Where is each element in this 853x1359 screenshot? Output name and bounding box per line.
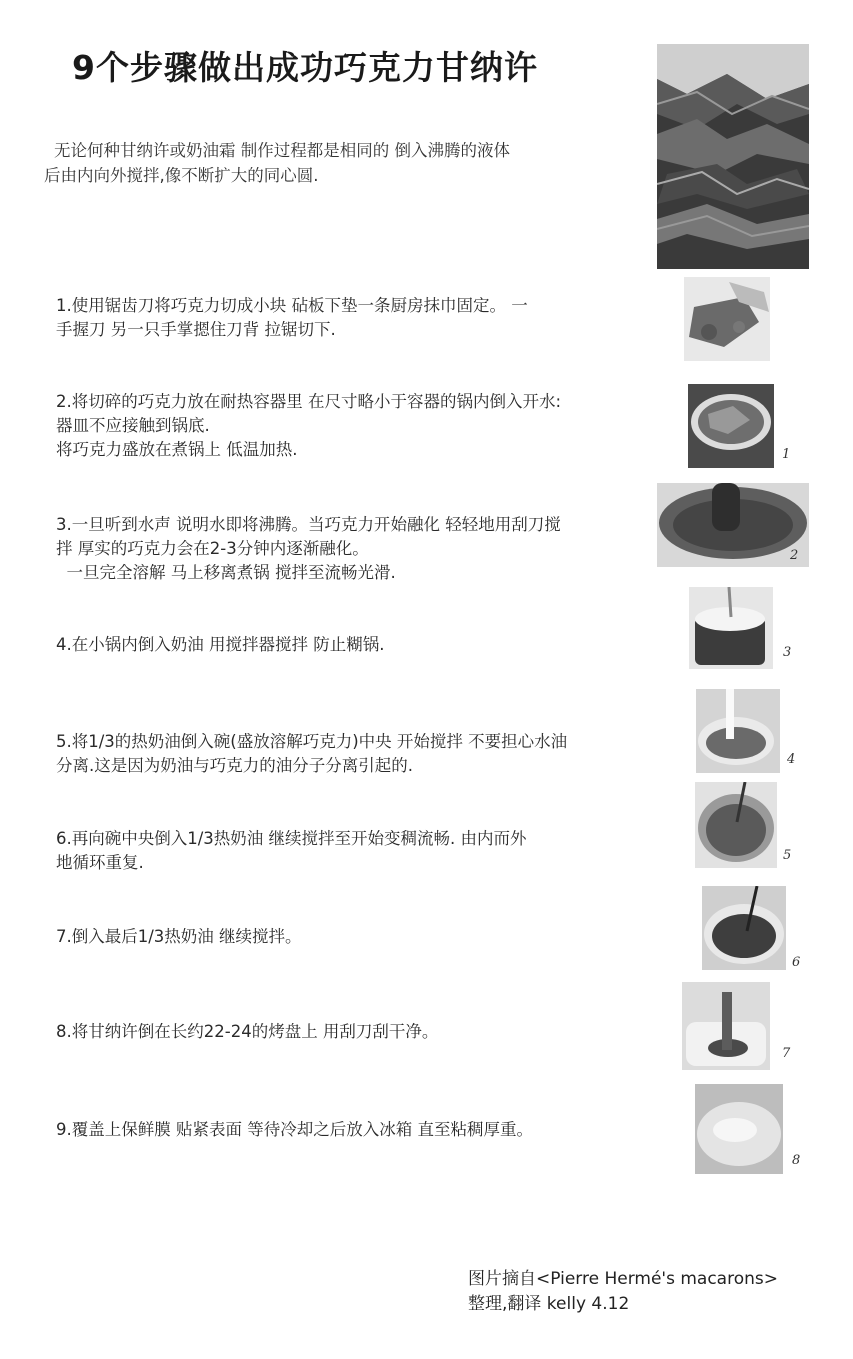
step-5-photo (696, 689, 780, 773)
step-line: 1.使用锯齿刀将巧克力切成小块 砧板下垫一条厨房抹巾固定。 一 (56, 296, 528, 315)
step-1 (56, 294, 656, 342)
step-2-photo (688, 384, 774, 468)
step-line: 8.将甘纳许倒在长约22-24的烤盘上 用刮刀刮干净。 (56, 1022, 439, 1041)
step-line: 拌 厚实的巧克力会在2-3分钟内逐渐融化。 (56, 539, 369, 558)
step-4-photo (689, 587, 773, 669)
step-line: 2.将切碎的巧克力放在耐热容器里 在尺寸略小于容器的锅内倒入开水: (56, 392, 562, 411)
step-line: 分离.这是因为奶油与巧克力的油分子分离引起的. (56, 756, 413, 775)
step-8 (56, 1020, 656, 1044)
intro-line: 无论何种甘纳许或奶油霜 制作过程都是相同的 倒入沸腾的液体 (54, 141, 510, 160)
step-line: 6.再向碗中央倒入1/3热奶油 继续搅拌至开始变稠流畅. 由内而外 (56, 829, 527, 848)
step-2 (56, 390, 656, 462)
step-8-photo (682, 982, 770, 1070)
step-line: 4.在小锅内倒入奶油 用搅拌器搅拌 防止糊锅. (56, 635, 385, 654)
step-7-photo (702, 886, 786, 970)
credit (468, 1267, 778, 1317)
step-9-photo (695, 1084, 783, 1174)
chocolate-shards-photo (657, 44, 809, 269)
step-line: 一旦完全溶解 马上移离煮锅 搅拌至流畅光滑. (56, 563, 396, 582)
intro-paragraph (44, 138, 624, 188)
step-3 (56, 513, 656, 585)
credit-source: 图片摘自<Pierre Hermé's macarons> (468, 1269, 778, 1289)
step-5 (56, 730, 656, 778)
step-4 (56, 633, 656, 657)
step-line: 地循环重复. (56, 853, 144, 872)
photo-number: 1 (782, 447, 791, 462)
step-6 (56, 827, 656, 875)
step-line: 器皿不应接触到锅底. (56, 416, 210, 435)
step-line: 9.覆盖上保鲜膜 贴紧表面 等待冷却之后放入冰箱 直至粘稠厚重。 (56, 1120, 533, 1139)
photo-number: 6 (792, 955, 801, 970)
photo-number: 8 (792, 1153, 801, 1168)
step-9 (56, 1118, 656, 1142)
photo-number: 4 (787, 752, 796, 767)
page-title: 9个步骤做出成功巧克力甘纳许 (72, 48, 538, 87)
photo-number: 3 (783, 645, 792, 660)
credit-translator: 整理,翻译 kelly 4.12 (468, 1294, 630, 1314)
step-line: 将巧克力盛放在煮锅上 低温加热. (56, 440, 298, 459)
photo-number: 2 (790, 548, 799, 563)
step-1-photo (684, 277, 770, 361)
step-line: 5.将1/3的热奶油倒入碗(盛放溶解巧克力)中央 开始搅拌 不要担心水油 (56, 732, 568, 751)
intro-line: 后由内向外搅拌,像不断扩大的同心圆. (44, 166, 319, 185)
step-line: 7.倒入最后1/3热奶油 继续搅拌。 (56, 927, 302, 946)
step-7 (56, 925, 656, 949)
step-line: 手握刀 另一只手掌摁住刀背 拉锯切下. (56, 320, 336, 339)
step-line: 3.一旦听到水声 说明水即将沸腾。当巧克力开始融化 轻轻地用刮刀搅 (56, 515, 561, 534)
step-6-photo (695, 782, 777, 868)
photo-number: 7 (782, 1046, 791, 1061)
step-3-photo (657, 483, 809, 567)
photo-number: 5 (783, 848, 792, 863)
